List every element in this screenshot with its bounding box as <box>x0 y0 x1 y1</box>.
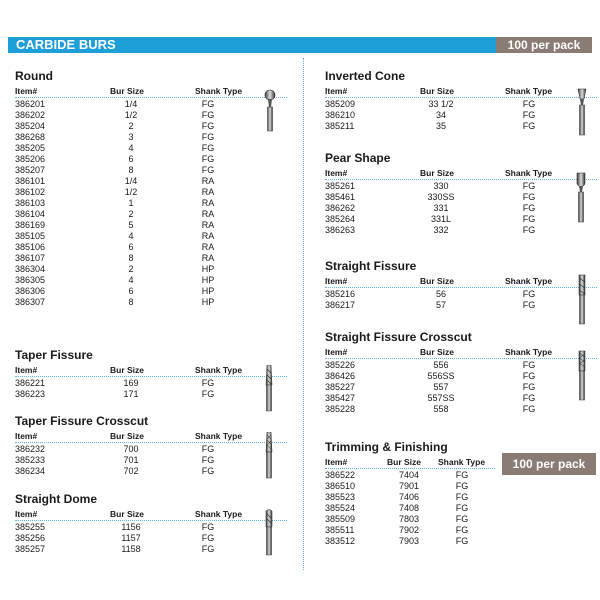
item-number: 385427 <box>325 393 356 403</box>
item-number: 386217 <box>325 300 356 310</box>
table-rows <box>15 522 285 555</box>
bur-size: 4 <box>128 231 134 241</box>
bur-size: 557 <box>433 382 449 392</box>
table-row <box>15 264 285 275</box>
section-title: Trimming & Finishing <box>325 440 448 454</box>
item-number: 385204 <box>15 121 46 131</box>
bur-size: 2 <box>128 209 134 219</box>
straight-dome-bur-icon <box>262 509 276 557</box>
bur-size: 330SS <box>427 192 455 202</box>
shank-type: FG <box>201 444 215 454</box>
size-header: Bur Size <box>420 347 455 357</box>
item-number: 385205 <box>15 143 46 153</box>
item-number: 385209 <box>325 99 356 109</box>
shank-type: FG <box>201 121 215 131</box>
section-title: Straight Fissure Crosscut <box>325 330 472 344</box>
bur-size: 331 <box>433 203 449 213</box>
shank-type: FG <box>455 503 469 513</box>
item-header: Item# <box>15 86 38 96</box>
item-number: 386201 <box>15 99 46 109</box>
bur-size: 556SS <box>427 371 455 381</box>
shank-type: FG <box>522 110 536 120</box>
bur-size: 1/2 <box>124 110 138 120</box>
table-row <box>325 110 595 121</box>
table-row <box>325 371 595 382</box>
bur-size: 1157 <box>121 533 141 543</box>
item-header: Item# <box>15 431 38 441</box>
table-row <box>325 225 595 236</box>
shank-header: Shank Type <box>505 276 553 286</box>
shank-type: FG <box>201 154 215 164</box>
shank-type: FG <box>522 360 536 370</box>
shank-header: Shank Type <box>505 168 553 178</box>
shank-type: FG <box>522 225 536 235</box>
table-rows <box>325 470 595 547</box>
item-number: 386202 <box>15 110 46 120</box>
bur-size: 1158 <box>121 544 141 554</box>
shank-type: FG <box>201 378 215 388</box>
bur-size: 556 <box>433 360 449 370</box>
shank-type: HP <box>201 297 215 307</box>
table-row <box>15 242 285 253</box>
shank-type: FG <box>455 470 469 480</box>
item-number: 386307 <box>15 297 46 307</box>
bur-size: 1 <box>128 198 134 208</box>
bur-size: 169 <box>123 378 139 388</box>
shank-type: FG <box>201 544 215 554</box>
table-row <box>325 536 595 547</box>
column-divider <box>303 58 305 570</box>
item-number: 385256 <box>15 533 46 543</box>
shank-type: FG <box>522 371 536 381</box>
table-row <box>15 253 285 264</box>
shank-header: Shank Type <box>195 86 243 96</box>
shank-type: HP <box>201 275 215 285</box>
bur-size: 557SS <box>427 393 455 403</box>
shank-type: RA <box>201 198 215 208</box>
shank-type: FG <box>522 192 536 202</box>
table-row <box>15 533 285 544</box>
item-number: 385264 <box>325 214 356 224</box>
shank-type: FG <box>455 492 469 502</box>
bur-size: 1/4 <box>124 176 138 186</box>
shank-type: FG <box>522 181 536 191</box>
item-number: 383512 <box>325 536 356 546</box>
item-number: 386107 <box>15 253 46 263</box>
bur-size: 4 <box>128 143 134 153</box>
item-number: 385509 <box>325 514 356 524</box>
shank-type: FG <box>201 455 215 465</box>
catalog-title: CARBIDE BURS <box>8 37 496 53</box>
shank-type: HP <box>201 264 215 274</box>
table-row <box>325 181 595 192</box>
table-row <box>15 220 285 231</box>
size-header: Bur Size <box>387 457 422 467</box>
shank-type: RA <box>201 220 215 230</box>
shank-type: FG <box>522 289 536 299</box>
size-header: Bur Size <box>420 168 455 178</box>
shank-type: FG <box>522 393 536 403</box>
bur-size: 34 <box>435 110 446 120</box>
bur-size: 7404 <box>398 470 420 480</box>
table-row <box>325 203 595 214</box>
table-row <box>15 209 285 220</box>
table-row <box>325 404 595 415</box>
table-row <box>325 503 595 514</box>
shank-type: FG <box>201 522 215 532</box>
bur-size: 7803 <box>398 514 420 524</box>
bur-size: 7903 <box>398 536 420 546</box>
taper-crosscut-bur-icon <box>262 432 276 480</box>
item-number: 385211 <box>325 121 355 131</box>
shank-type: FG <box>201 389 215 399</box>
table-row <box>15 187 285 198</box>
table-rows <box>15 378 285 400</box>
shank-type: FG <box>522 99 536 109</box>
bur-size: 171 <box>123 389 139 399</box>
bur-size: 56 <box>435 289 446 299</box>
table-row <box>325 492 595 503</box>
shank-type: FG <box>455 525 469 535</box>
table-row <box>325 99 595 110</box>
bur-size: 33 1/2 <box>428 99 454 109</box>
item-header: Item# <box>325 86 348 96</box>
catalog-header <box>8 37 592 53</box>
item-number: 386510 <box>325 481 356 491</box>
item-number: 386210 <box>325 110 356 120</box>
shank-type: RA <box>201 176 215 186</box>
shank-type: FG <box>201 99 215 109</box>
item-number: 386306 <box>15 286 46 296</box>
item-number: 385227 <box>325 382 356 392</box>
table-row <box>15 522 285 533</box>
shank-type: RA <box>201 242 215 252</box>
table-rows <box>325 360 595 415</box>
section-title: Taper Fissure <box>15 348 93 362</box>
table-row <box>15 143 285 154</box>
item-number: 385255 <box>15 522 46 532</box>
bur-size: 8 <box>128 253 134 263</box>
shank-header: Shank Type <box>505 86 553 96</box>
shank-header: Shank Type <box>195 509 243 519</box>
shank-type: FG <box>201 132 215 142</box>
table-row <box>325 300 595 311</box>
table-row <box>15 165 285 176</box>
bur-size: 5 <box>128 220 134 230</box>
table-row <box>325 393 595 404</box>
table-row <box>325 214 595 225</box>
section-title: Straight Dome <box>15 492 98 506</box>
table-row <box>15 286 285 297</box>
item-number: 385461 <box>325 192 356 202</box>
table-rows <box>325 99 595 132</box>
table-row <box>325 121 595 132</box>
item-number: 385207 <box>15 165 46 175</box>
table-row <box>15 99 285 110</box>
bur-size: 8 <box>128 297 134 307</box>
item-number: 386305 <box>15 275 46 285</box>
bur-size: 6 <box>128 154 134 164</box>
item-number: 386232 <box>15 444 46 454</box>
section-title: Pear Shape <box>325 151 391 165</box>
bur-size: 702 <box>123 466 139 476</box>
table-row <box>325 360 595 371</box>
shank-type: RA <box>201 253 215 263</box>
shank-type: FG <box>455 536 469 546</box>
bur-size: 7901 <box>398 481 420 491</box>
item-number: 385216 <box>325 289 356 299</box>
bur-size: 1156 <box>121 522 141 532</box>
item-number: 385105 <box>15 231 46 241</box>
bur-size: 2 <box>128 121 134 131</box>
item-number: 386263 <box>325 225 356 235</box>
bur-size: 330 <box>433 181 449 191</box>
table-row <box>15 154 285 165</box>
item-number: 386102 <box>15 187 46 197</box>
table-row <box>15 544 285 555</box>
bur-size: 6 <box>128 286 134 296</box>
table-rows <box>15 99 285 308</box>
table-row <box>15 110 285 121</box>
table-row <box>325 382 595 393</box>
table-row <box>15 466 285 477</box>
item-number: 386103 <box>15 198 46 208</box>
item-number: 385511 <box>325 525 355 535</box>
item-header: Item# <box>15 509 38 519</box>
table-row <box>15 444 285 455</box>
table-rows <box>325 181 595 236</box>
bur-size: 57 <box>435 300 446 310</box>
shank-type: RA <box>201 187 215 197</box>
taper-fissure-bur-icon <box>262 365 276 413</box>
table-row <box>15 132 285 143</box>
shank-type: HP <box>201 286 215 296</box>
item-number: 386104 <box>15 209 46 219</box>
shank-header: Shank Type <box>195 365 243 375</box>
table-row <box>325 514 595 525</box>
item-number: 386522 <box>325 470 356 480</box>
shank-header: Shank Type <box>195 431 243 441</box>
item-number: 385206 <box>15 154 46 164</box>
item-number: 386234 <box>15 466 46 476</box>
table-row <box>325 481 595 492</box>
shank-type: FG <box>522 214 536 224</box>
table-rows <box>325 289 595 311</box>
table-row <box>325 525 595 536</box>
item-number: 385233 <box>15 455 46 465</box>
item-number: 386262 <box>325 203 356 213</box>
shank-type: RA <box>201 209 215 219</box>
straight-crosscut-bur-icon <box>575 350 589 402</box>
shank-header: Shank Type <box>505 347 553 357</box>
bur-size: 332 <box>433 225 449 235</box>
bur-size: 2 <box>128 264 134 274</box>
shank-type: FG <box>201 466 215 476</box>
shank-type: FG <box>522 203 536 213</box>
item-header: Item# <box>325 347 348 357</box>
pear-bur-icon <box>574 172 588 224</box>
shank-type: FG <box>455 514 469 524</box>
bur-size: 6 <box>128 242 134 252</box>
table-row <box>15 176 285 187</box>
size-header: Bur Size <box>110 86 145 96</box>
trimming-pack-badge: 100 per pack <box>502 453 596 475</box>
table-rows <box>15 444 285 477</box>
item-number: 386426 <box>325 371 356 381</box>
size-header: Bur Size <box>110 431 145 441</box>
table-row <box>325 289 595 300</box>
round-bur-icon <box>262 89 278 133</box>
size-header: Bur Size <box>110 509 145 519</box>
item-number: 385226 <box>325 360 356 370</box>
table-row <box>15 455 285 466</box>
section-title: Round <box>15 69 53 83</box>
shank-type: FG <box>201 165 215 175</box>
bur-size: 700 <box>123 444 139 454</box>
item-number: 385106 <box>15 242 46 252</box>
section-title: Inverted Cone <box>325 69 406 83</box>
table-row <box>15 198 285 209</box>
shank-type: FG <box>455 481 469 491</box>
pack-quantity-badge: 100 per pack <box>496 37 592 53</box>
item-header: Item# <box>325 276 348 286</box>
item-number: 385261 <box>325 181 356 191</box>
shank-type: FG <box>201 533 215 543</box>
item-number: 385228 <box>325 404 356 414</box>
item-number: 385523 <box>325 492 356 502</box>
bur-size: 35 <box>435 121 446 131</box>
table-row <box>15 297 285 308</box>
size-header: Bur Size <box>420 86 455 96</box>
item-number: 386221 <box>15 378 46 388</box>
item-number: 386223 <box>15 389 46 399</box>
bur-size: 8 <box>128 165 134 175</box>
bur-size: 7408 <box>398 503 420 513</box>
straight-fissure-bur-icon <box>575 274 589 326</box>
inverted-cone-bur-icon <box>575 87 589 137</box>
table-row <box>15 231 285 242</box>
bur-size: 4 <box>128 275 134 285</box>
shank-header: Shank Type <box>438 457 486 467</box>
section-title: Taper Fissure Crosscut <box>15 414 149 428</box>
bur-size: 1/4 <box>124 99 138 109</box>
size-header: Bur Size <box>110 365 145 375</box>
shank-type: FG <box>522 300 536 310</box>
shank-type: FG <box>201 143 215 153</box>
item-header: Item# <box>325 168 348 178</box>
table-row <box>15 275 285 286</box>
item-header: Item# <box>15 365 38 375</box>
bur-size: 558 <box>433 404 449 414</box>
item-number: 386169 <box>15 220 46 230</box>
table-row <box>325 192 595 203</box>
item-header: Item# <box>325 457 348 467</box>
item-number: 386304 <box>15 264 46 274</box>
item-number: 386268 <box>15 132 46 142</box>
item-number: 385257 <box>15 544 46 554</box>
bur-size: 1/2 <box>124 187 138 197</box>
shank-type: FG <box>522 382 536 392</box>
table-row <box>15 121 285 132</box>
bur-size: 331L <box>430 214 452 224</box>
bur-size: 7902 <box>398 525 420 535</box>
bur-size: 3 <box>128 132 134 142</box>
shank-type: FG <box>522 404 536 414</box>
bur-size: 701 <box>123 455 139 465</box>
item-number: 385524 <box>325 503 356 513</box>
size-header: Bur Size <box>420 276 455 286</box>
section-title: Straight Fissure <box>325 259 417 273</box>
shank-type: FG <box>522 121 536 131</box>
shank-type: FG <box>201 110 215 120</box>
table-row <box>15 389 285 400</box>
table-row <box>15 378 285 389</box>
bur-size: 7406 <box>398 492 420 502</box>
shank-type: RA <box>201 231 215 241</box>
item-number: 386101 <box>15 176 46 186</box>
